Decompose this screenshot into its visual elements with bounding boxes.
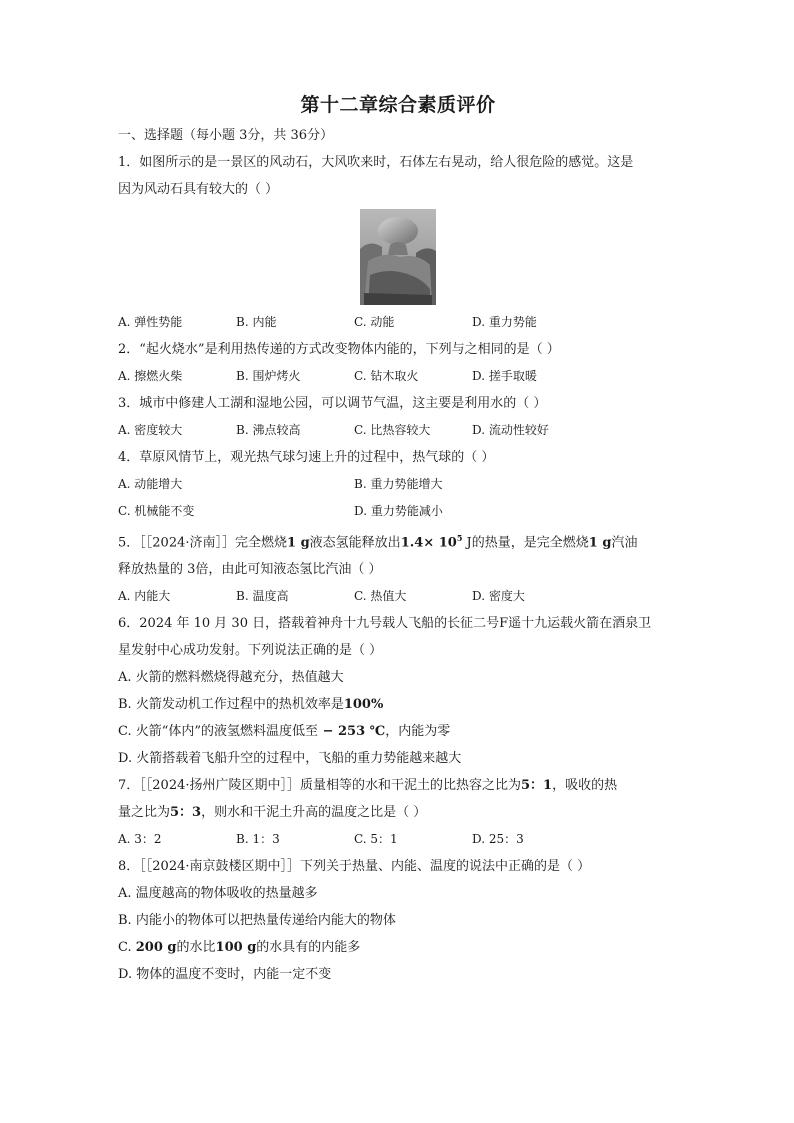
q5-text-f: J的热量，是完全燃烧	[462, 535, 589, 551]
q5-stem-line1	[118, 525, 678, 556]
balancing-rock-photo	[360, 209, 436, 305]
q3-option-d[interactable]: D. 流动性较好	[472, 423, 549, 437]
q1-option-b[interactable]: B. 内能	[236, 315, 277, 329]
q3-stem: 3．城市中修建人工湖和湿地公园，可以调节气温，这主要是利用水的（ ）	[118, 396, 547, 411]
q4-option-b[interactable]: B. 重力势能增大	[354, 477, 443, 491]
q4-option-a[interactable]: A. 动能增大	[118, 477, 183, 491]
q8-stem: 8．［［2024·南京鼓楼区期中］］下列关于热量、内能、温度的说法中正确的是（ ）	[118, 859, 591, 875]
q8-option-c-tail: 的水具有的内能多	[256, 940, 361, 956]
page-title: 第十二章综合素质评价	[300, 94, 496, 116]
q8-option-a[interactable]: A. 温度越高的物体吸收的热量越多	[118, 886, 318, 902]
q8-option-c[interactable]	[118, 934, 678, 961]
q7-option-a[interactable]: A. 3：2	[118, 832, 162, 847]
q4-options-row2	[118, 498, 678, 525]
q7-text-d: 量之比为	[118, 805, 171, 821]
q5-text-a: 5．［［2024·济南］］完全燃烧	[118, 535, 287, 551]
q7-option-c[interactable]: C. 5：1	[354, 832, 398, 847]
q6-stem-line2: 星发射中心成功发射。下列说法正确的是（ ）	[118, 643, 383, 659]
q6-option-b-text: B. 火箭发动机工作过程中的热机效率是	[118, 697, 344, 713]
q5-option-d[interactable]: D. 密度大	[472, 589, 525, 604]
q4-stem: 4．草原风情节上，观光热气球匀速上升的过程中，热气球的（ ）	[118, 450, 495, 465]
q7-text-a: 7．［［2024·扬州广陵区期中］］质量相等的水和干泥土的比热容之比为	[118, 778, 521, 794]
q1-option-d[interactable]: D. 重力势能	[472, 315, 537, 329]
q2-option-b[interactable]: B. 围炉烤火	[236, 369, 301, 383]
q2-options	[118, 363, 678, 390]
q5-option-c[interactable]: C. 热值大	[354, 589, 407, 604]
q4-option-c[interactable]: C. 机械能不变	[118, 504, 195, 518]
q6-option-b[interactable]	[118, 691, 678, 718]
q1-options	[118, 309, 678, 336]
q7-stem-line2	[118, 799, 678, 826]
q5-options	[118, 583, 678, 610]
q7-option-b[interactable]: B. 1：3	[236, 832, 280, 847]
q7-stem-line1	[118, 772, 678, 799]
q5-energy-value: 1.4× 10	[400, 535, 457, 551]
q6-option-c-text: C. 火箭“体内”的液氢燃料温度低至	[118, 724, 319, 740]
q8-option-d[interactable]: D. 物体的温度不变时，内能一定不变	[118, 967, 332, 983]
q4-options-row1	[118, 471, 678, 498]
q3-option-a[interactable]: A. 密度较大	[118, 423, 183, 437]
q1-stem-line1: 1．如图所示的是一景区的风动石，大风吹来时，石体左右晃动，给人很危险的感觉。这是	[118, 155, 634, 170]
q5-exponent: 5	[456, 533, 463, 543]
q6-stem-line1: 6．2024 年 10 月 30 日，搭载着神舟十九号载人飞船的长征二号F遥十九运载火箭在酒泉卫	[118, 616, 652, 632]
q7-option-d[interactable]: D. 25：3	[472, 832, 524, 847]
q8-option-b[interactable]: B. 内能小的物体可以把热量传递给内能大的物体	[118, 913, 396, 929]
q6-option-c-value: − 253 ℃	[318, 724, 386, 740]
q2-option-d[interactable]: D. 搓手取暖	[472, 369, 537, 383]
q5-option-b[interactable]: B. 温度高	[236, 589, 289, 604]
q2-stem: 2．“起火烧水”是利用热传递的方式改变物体内能的，下列与之相同的是（ ）	[118, 342, 560, 357]
q7-text-c: ，吸收的热	[552, 778, 618, 794]
q5-mass-1: 1 g	[287, 535, 310, 551]
q7-ratio-1: 5：1	[521, 778, 553, 794]
q8-option-c-text: 的水比	[176, 940, 216, 956]
q3-option-c[interactable]: C. 比热容较大	[354, 423, 431, 437]
q5-mass-2: 1 g	[588, 535, 612, 551]
worksheet	[118, 92, 678, 988]
q6-option-d[interactable]: D. 火箭搭载着飞船升空的过程中，飞船的重力势能越来越大	[118, 751, 462, 767]
q8-mass-1: 200 g	[135, 940, 177, 956]
q5-text-h: 汽油	[611, 535, 638, 551]
q8-mass-2: 100 g	[215, 940, 257, 956]
section-heading: 一、选择题（每小题 3分，共 36分）	[118, 128, 334, 143]
q7-ratio-2: 5：3	[170, 805, 202, 821]
q5-text-c: 液态氢能释放出	[309, 535, 401, 551]
q6-option-c[interactable]	[118, 718, 678, 745]
q1-stem-line2: 因为风动石具有较大的（ ）	[118, 182, 279, 197]
q2-option-c[interactable]: C. 钻木取火	[354, 369, 419, 383]
q3-options	[118, 417, 678, 444]
q1-option-c[interactable]: C. 动能	[354, 315, 395, 329]
q7-text-e: ，则水和干泥土升高的温度之比是（ ）	[201, 805, 427, 821]
q6-option-c-tail: ，内能为零	[385, 724, 451, 740]
q4-option-d[interactable]: D. 重力势能减小	[354, 504, 443, 518]
q5-stem-line2: 释放热量的 3倍，由此可知液态氢比汽油（ ）	[118, 562, 382, 578]
q1-figure	[118, 209, 678, 305]
q7-options	[118, 826, 678, 853]
q5-option-a[interactable]: A. 内能大	[118, 589, 171, 604]
q6-option-a[interactable]: A. 火箭的燃料燃烧得越充分，热值越大	[118, 670, 344, 686]
q2-option-a[interactable]: A. 擦燃火柴	[118, 369, 183, 383]
q8-option-c-label: C.	[118, 940, 136, 956]
q3-option-b[interactable]: B. 沸点较高	[236, 423, 301, 437]
q1-option-a[interactable]: A. 弹性势能	[118, 315, 183, 329]
q6-option-b-value: 100%	[343, 697, 384, 713]
